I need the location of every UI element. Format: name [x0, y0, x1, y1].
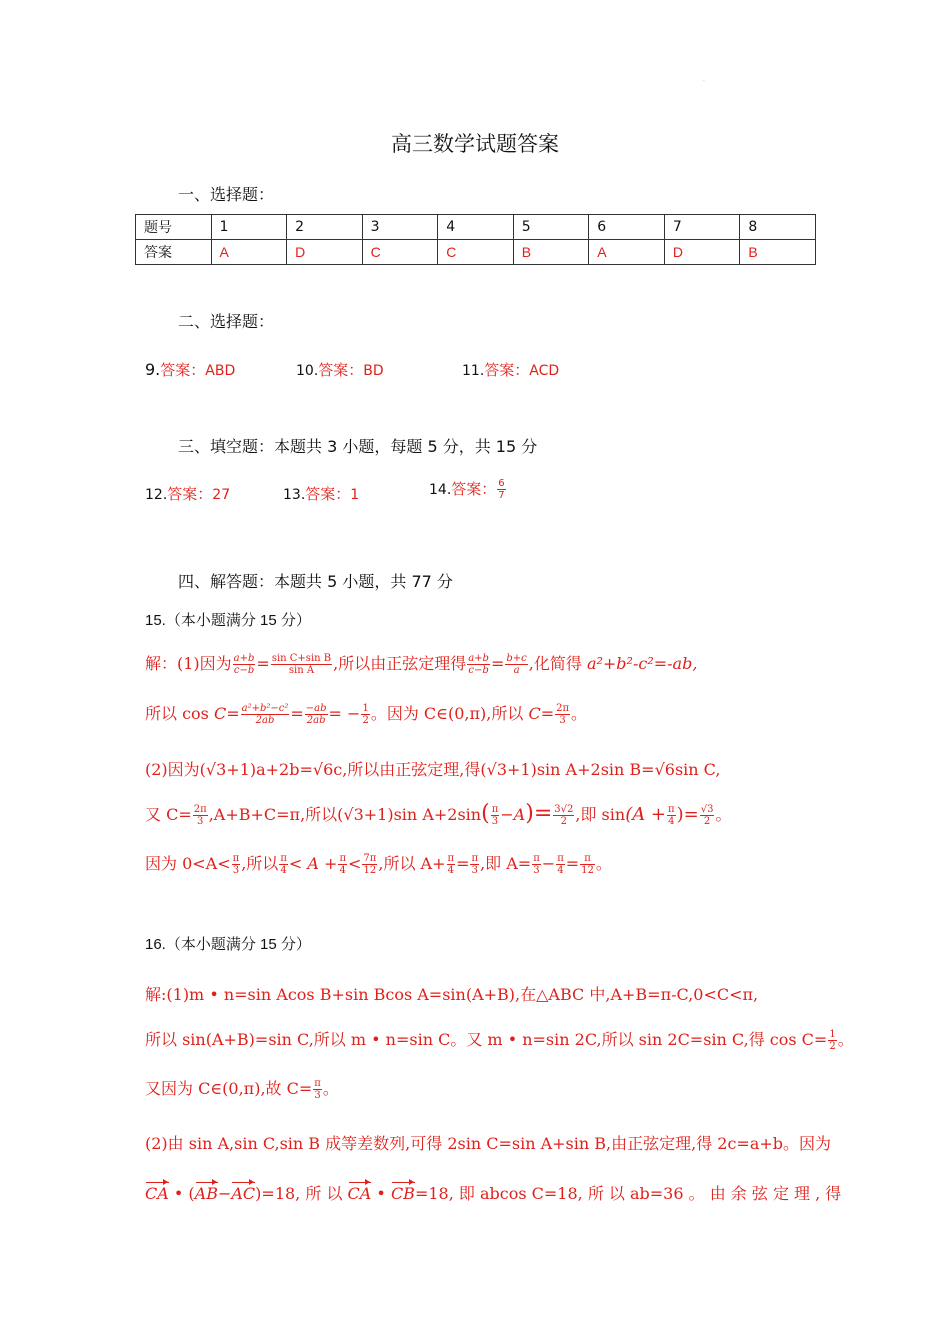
fraction: $\frac{√3}{2}$ [700, 804, 714, 827]
answer-cell: D [664, 240, 740, 265]
table-cell: 7 [664, 215, 740, 240]
fraction: $\frac{\pi}{3}$ [471, 853, 479, 876]
answer-value: BD [363, 363, 384, 379]
table-cell: 2 [287, 215, 363, 240]
fraction: $\frac{b+c}{a}$ [506, 653, 527, 676]
q16-line-2: 所以 sin(A+B)=sin C,所以 m • n=sin C。又 m • n=sin 2C,所以 sin 2C=sin C,得 cos C= $\frac{1}{2}$ 。 [145, 1029, 854, 1052]
answer-10 [296, 359, 384, 380]
fraction: $\frac{\pi}{3}$ [314, 1078, 321, 1101]
section-3-heading: 三、填空题：本题共 3 小题，每题 5 分，共 15 分 [178, 437, 538, 456]
vector-cb: CB [390, 1184, 415, 1203]
table-row [136, 240, 816, 265]
table-cell: 8 [740, 215, 816, 240]
question-number: 14. [429, 482, 452, 498]
answer-13 [283, 483, 359, 504]
fraction: $\frac{\pi}{4}$ [339, 853, 347, 876]
answer-11 [462, 359, 559, 380]
fraction: $\frac{2\pi}{3}$ [193, 804, 207, 827]
fraction: $\frac{2\pi}{3}$ [556, 703, 570, 726]
answer-value: 27 [212, 487, 231, 503]
table-cell: 3 [362, 215, 438, 240]
fraction: $\frac{1}{2}$ [362, 703, 369, 726]
table-cell: 6 [589, 215, 665, 240]
answer-value: ACD [529, 363, 560, 379]
q16-line-5: CA • (AB−AC)=18, 所 以 CA • CB=18, 即 abcos C=18, 所 以 ab=36 。 由 余 弦 定 理 , 得 [145, 1184, 842, 1203]
q15-line-4: 又 C= $\frac{2\pi}{3}$ ,A+B+C=π,所以(√3+1)sin A+2sin( $\frac{\pi}{3}$ −A)= $\frac{3√2}{2}$ ,即 sin(A + $\frac{\pi}{4}$ )= $\frac{√3}{2}$ 。 [145, 801, 732, 827]
answer-cell: B [513, 240, 589, 265]
fraction: $\frac{a+b}{c-b}$ [233, 653, 255, 676]
fraction: $\frac{\pi}{3}$ [232, 853, 240, 876]
row-label: 答案 [136, 240, 212, 265]
answer-cell: A [211, 240, 287, 265]
question-number: 11. [462, 363, 485, 379]
fraction: $\frac{6}{7}$ [498, 478, 505, 501]
table-cell: 1 [211, 215, 287, 240]
answer-cell: A [589, 240, 665, 265]
table-row [136, 215, 816, 240]
fraction: $\frac{\text{a²+b²−c²}}{2ab}$ [241, 703, 289, 726]
answer-value: ABD [205, 363, 236, 379]
vector-ab: AB [194, 1184, 218, 1203]
answer-label: 答案： [451, 480, 497, 498]
table-cell: 5 [513, 215, 589, 240]
fraction: $\frac{\pi}{4}$ [668, 804, 675, 827]
answer-label: 答案： [318, 361, 364, 379]
q16-line-3: 又因为 C∈(0,π),故 C= $\frac{\pi}{3}$ 。 [145, 1078, 339, 1101]
answer-9 [145, 359, 235, 380]
answer-14 [429, 478, 507, 501]
question-number: 12. [145, 487, 168, 503]
table-cell: 4 [438, 215, 514, 240]
answer-label: 答案： [305, 485, 351, 503]
answer-cell: B [740, 240, 816, 265]
header-mark: . [703, 76, 705, 83]
question-number: 9. [145, 360, 161, 379]
fraction: $\frac{\pi}{4}$ [280, 853, 287, 876]
fraction: $\frac{-ab}{2ab}$ [305, 703, 327, 726]
q15-line-1: 解：(1)因为 $\frac{a+b}{c-b}$ = $\frac{\text{sin C+sin B}}{\text{sin A}}$ ,所以由正弦定理得 $\frac{a+b}{c-b}$ = $\frac{b+c}{a}$ ,化简得 a²+b²-c²=-ab, [145, 653, 698, 676]
row-label: 题号 [136, 215, 212, 240]
q16-line-1: 解:(1)m • n=sin Acos B+sin Bcos A=sin(A+B),在△ABC 中,A+B=π-C,0<C<π, [145, 985, 759, 1004]
answer-table [135, 214, 816, 265]
fraction: $\frac{\pi}{4}$ [557, 853, 564, 876]
question-number: 13. [283, 487, 306, 503]
fraction: $\frac{\pi}{3}$ [533, 853, 540, 876]
fraction: $\frac{\pi}{4}$ [447, 853, 455, 876]
q15-line-3: (2)因为(√3+1)a+2b=√6c,所以由正弦定理,得(√3+1)sin A+2sin B=√6sin C, [145, 760, 721, 779]
fraction: $\frac{a+b}{c-b}$ [468, 653, 489, 676]
q15-line-5: 因为 0<A< $\frac{\pi}{3}$ ,所以 $\frac{\pi}{4}$ < A + $\frac{\pi}{4}$ < $\frac{7\pi}{12}$ ,所以 A+ $\frac{\pi}{4}$ = $\frac{\pi}{3}$ ,即 A= $\frac{\pi}{3}$ − $\frac{\pi}{4}$ = $\frac{\pi}{12}$ 。 [145, 853, 612, 876]
page-title: 高三数学试题答案 [391, 132, 559, 156]
vector-ca: CA [347, 1184, 372, 1203]
answer-value: 1 [350, 487, 360, 503]
answer-cell: D [287, 240, 363, 265]
answer-label: 答案： [160, 361, 206, 379]
q15-heading: 15.（本小题满分 15 分） [145, 612, 311, 629]
q16-heading: 16.（本小题满分 15 分） [145, 936, 311, 953]
section-4-heading: 四、解答题：本题共 5 小题，共 77 分 [178, 572, 453, 591]
answer-cell: C [438, 240, 514, 265]
fraction: $\frac{7\pi}{12}$ [363, 853, 377, 876]
answer-label: 答案： [484, 361, 530, 379]
question-number: 10. [296, 363, 319, 379]
section-1-heading: 一、选择题： [178, 185, 275, 204]
fraction: $\frac{\text{sin C+sin B}}{\text{sin A}}$ [271, 653, 332, 676]
fraction: $\frac{\pi}{3}$ [491, 804, 499, 827]
vector-ca: CA [145, 1184, 169, 1203]
fraction: $\frac{1}{2}$ [829, 1029, 836, 1052]
fraction: $\frac{3√2}{2}$ [554, 804, 574, 827]
q16-line-4: (2)由 sin A,sin C,sin B 成等差数列,可得 2sin C=sin A+sin B,由正弦定理,得 2c=a+b。因为 [145, 1134, 832, 1153]
fraction: $\frac{\pi}{12}$ [581, 853, 594, 876]
section-2-heading: 二、选择题： [178, 312, 275, 331]
q15-line-2: 所以 cos C= $\frac{\text{a²+b²−c²}}{2ab}$ = $\frac{-ab}{2ab}$ = − $\frac{1}{2}$ 。因为 C∈(0,π),所以 C= $\frac{2\pi}{3}$ 。 [145, 703, 588, 726]
vector-ac: AC [231, 1184, 256, 1203]
answer-label: 答案： [167, 485, 213, 503]
answer-12 [145, 483, 230, 504]
answer-cell: C [362, 240, 438, 265]
